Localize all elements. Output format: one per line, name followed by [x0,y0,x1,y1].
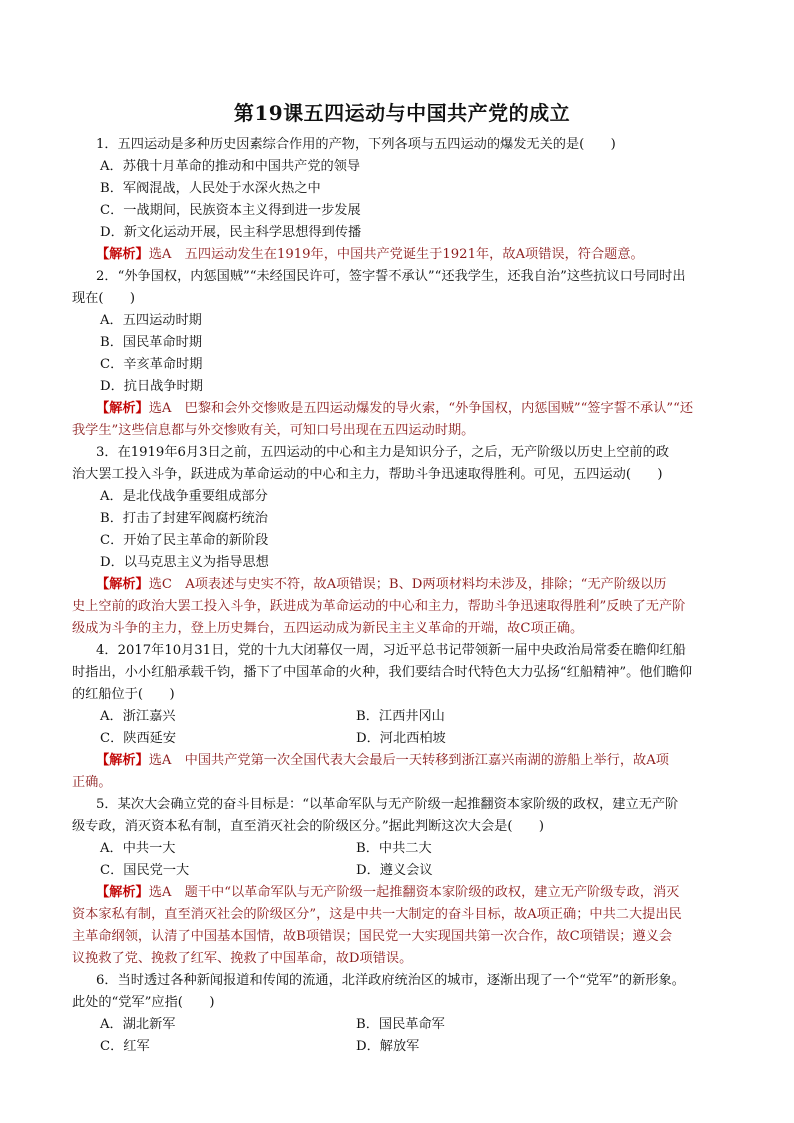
option-a: A．五四运动时期 [100,313,202,328]
question-stem: 1．五四运动是多种历史因素综合作用的产物，下列各项与五四运动的爆发无关的是( ) [96,137,616,152]
option-d: D．抗日战争时期 [100,379,203,394]
analysis-cont: 史上空前的政治大罢工投入斗争，跃进成为革命运动的中心和主力，帮助斗争迅速取得胜利”反映了无产阶 [72,599,686,614]
options-row [72,838,732,860]
option-b: B．江西井冈山 [356,709,445,724]
option-a: A．浙江嘉兴 [100,709,176,724]
analysis-cont: 资本家私有制，直至消灭社会的阶级区分”，这是中共一大制定的奋斗目标，故A项正确；中共二大提出民 [72,907,682,922]
analysis-cont: 主革命纲领，认清了中国基本国情，故B项错误；国民党一大实现国共第一次合作，故C项错误；遵义会 [72,929,673,944]
question-5 [72,794,732,970]
option-c: C．国民党一大 [100,863,190,878]
question-4 [72,640,732,794]
option-d: D．河北西柏坡 [356,731,446,746]
question-1 [72,134,732,266]
analysis [72,398,732,420]
analysis-cont: 级成为斗争的主力，登上历史舞台，五四运动成为新民主主义革命的开端，故C项正确。 [72,621,584,636]
analysis-cont: 议挽救了党、挽救了红军、挽救了中国革命，故D项错误。 [72,951,413,966]
options-row [72,860,732,882]
option-d: D．遵义会议 [356,863,433,878]
option-c: C．开始了民主革命的新阶段 [100,533,269,548]
option-d: D．解放军 [356,1039,420,1054]
analysis-tag: 【解析】 [96,885,149,900]
page-title: 第19课五四运动与中国共产党的成立 [233,101,571,125]
analysis [72,244,732,266]
question-stem-cont: 此处的“党军”应指( ) [72,995,215,1010]
analysis-text: 选A 巴黎和会外交惨败是五四运动爆发的导火索，“外争国权，内惩国贼”“签字誓不承认”“还 [148,401,694,416]
question-stem: 3．在1919年6月3日之前，五四运动的中心和主力是知识分子，之后，无产阶级以历史上空前的政 [96,445,670,460]
option-c: C．辛亥革命时期 [100,357,203,372]
analysis-tag: 【解析】 [96,401,149,416]
analysis-cont: 正确。 [72,775,112,790]
analysis-tag: 【解析】 [96,247,149,262]
analysis-text: 选C A项表述与史实不符，故A项错误；B、D两项材料均未涉及，排除；“无产阶级以历 [148,577,667,592]
analysis-text: 选A 五四运动发生在1919年，中国共产党诞生于1921年，故A项错误，符合题意。 [148,247,644,262]
analysis [72,574,732,596]
options-row [72,1014,732,1036]
options-row [72,706,732,728]
question-stem-cont: 的红船位于( ) [72,687,175,702]
options-row [72,728,732,750]
analysis-text: 选A 中国共产党第一次全国代表大会最后一天转移到浙江嘉兴南湖的游船上举行，故A项 [148,753,669,768]
question-stem: 2．“外争国权，内惩国贼”“未经国民许可，签字誓不承认”“还我学生，还我自治”这些抗议口号同时出 [96,269,686,284]
question-stem-cont: 治大罢工投入斗争，跃进成为革命运动的中心和主力，帮助斗争迅速取得胜利。可见，五四运动( ) [72,467,663,482]
option-b: B．打击了封建军阀腐朽统治 [100,511,268,526]
option-a: A．湖北新军 [100,1017,176,1032]
analysis-cont: 我学生”这些信息都与外交惨败有关，可知口号出现在五四运动时期。 [72,423,475,438]
option-a: A．苏俄十月革命的推动和中国共产党的领导 [100,159,361,174]
analysis [72,750,732,772]
option-c: C．红军 [100,1039,150,1054]
question-2 [72,266,732,442]
option-d: D．新文化运动开展，民主科学思想得到传播 [100,225,362,240]
option-a: A．是北伐战争重要组成部分 [100,489,268,504]
analysis [72,882,732,904]
option-c: C．一战期间，民族资本主义得到进一步发展 [100,203,361,218]
option-b: B．中共二大 [356,841,432,856]
question-stem-cont: 时指出，小小红船承载千钧，播下了中国革命的火种，我们要结合时代特色大力弘扬“红船精神”。他们瞻仰 [72,665,693,680]
options-row [72,1036,732,1058]
question-stem: 4．2017年10月31日，党的十九大闭幕仅一周，习近平总书记带领新一届中央政治局常委在瞻仰红船 [96,643,686,658]
question-stem-cont: 现在( ) [72,291,136,306]
option-b: B．军阀混战，人民处于水深火热之中 [100,181,321,196]
analysis-tag: 【解析】 [96,577,149,592]
question-stem: 5．某次大会确立党的奋斗目标是：“以革命军队与无产阶级一起推翻资本家阶级的政权，建立无产阶 [96,797,679,812]
analysis-tag: 【解析】 [96,753,149,768]
question-6 [72,970,732,1058]
document-page [72,98,732,1058]
question-stem: 6．当时透过各种新闻报道和传闻的流通，北洋政府统治区的城市，逐渐出现了一个“党军”的新形象。 [96,973,685,988]
option-b: B．国民革命时期 [100,335,203,350]
analysis-text: 选A 题干中“以革命军队与无产阶级一起推翻资本家阶级的政权，建立无产阶级专政，消灭 [148,885,680,900]
option-a: A．中共一大 [100,841,176,856]
option-d: D．以马克思主义为指导思想 [100,555,269,570]
question-stem-cont: 级专政，消灭资本私有制，直至消灭社会的阶级区分。”据此判断这次大会是( ) [72,819,544,834]
option-c: C．陕西延安 [100,731,177,746]
question-3 [72,442,732,640]
option-b: B．国民革命军 [356,1017,445,1032]
